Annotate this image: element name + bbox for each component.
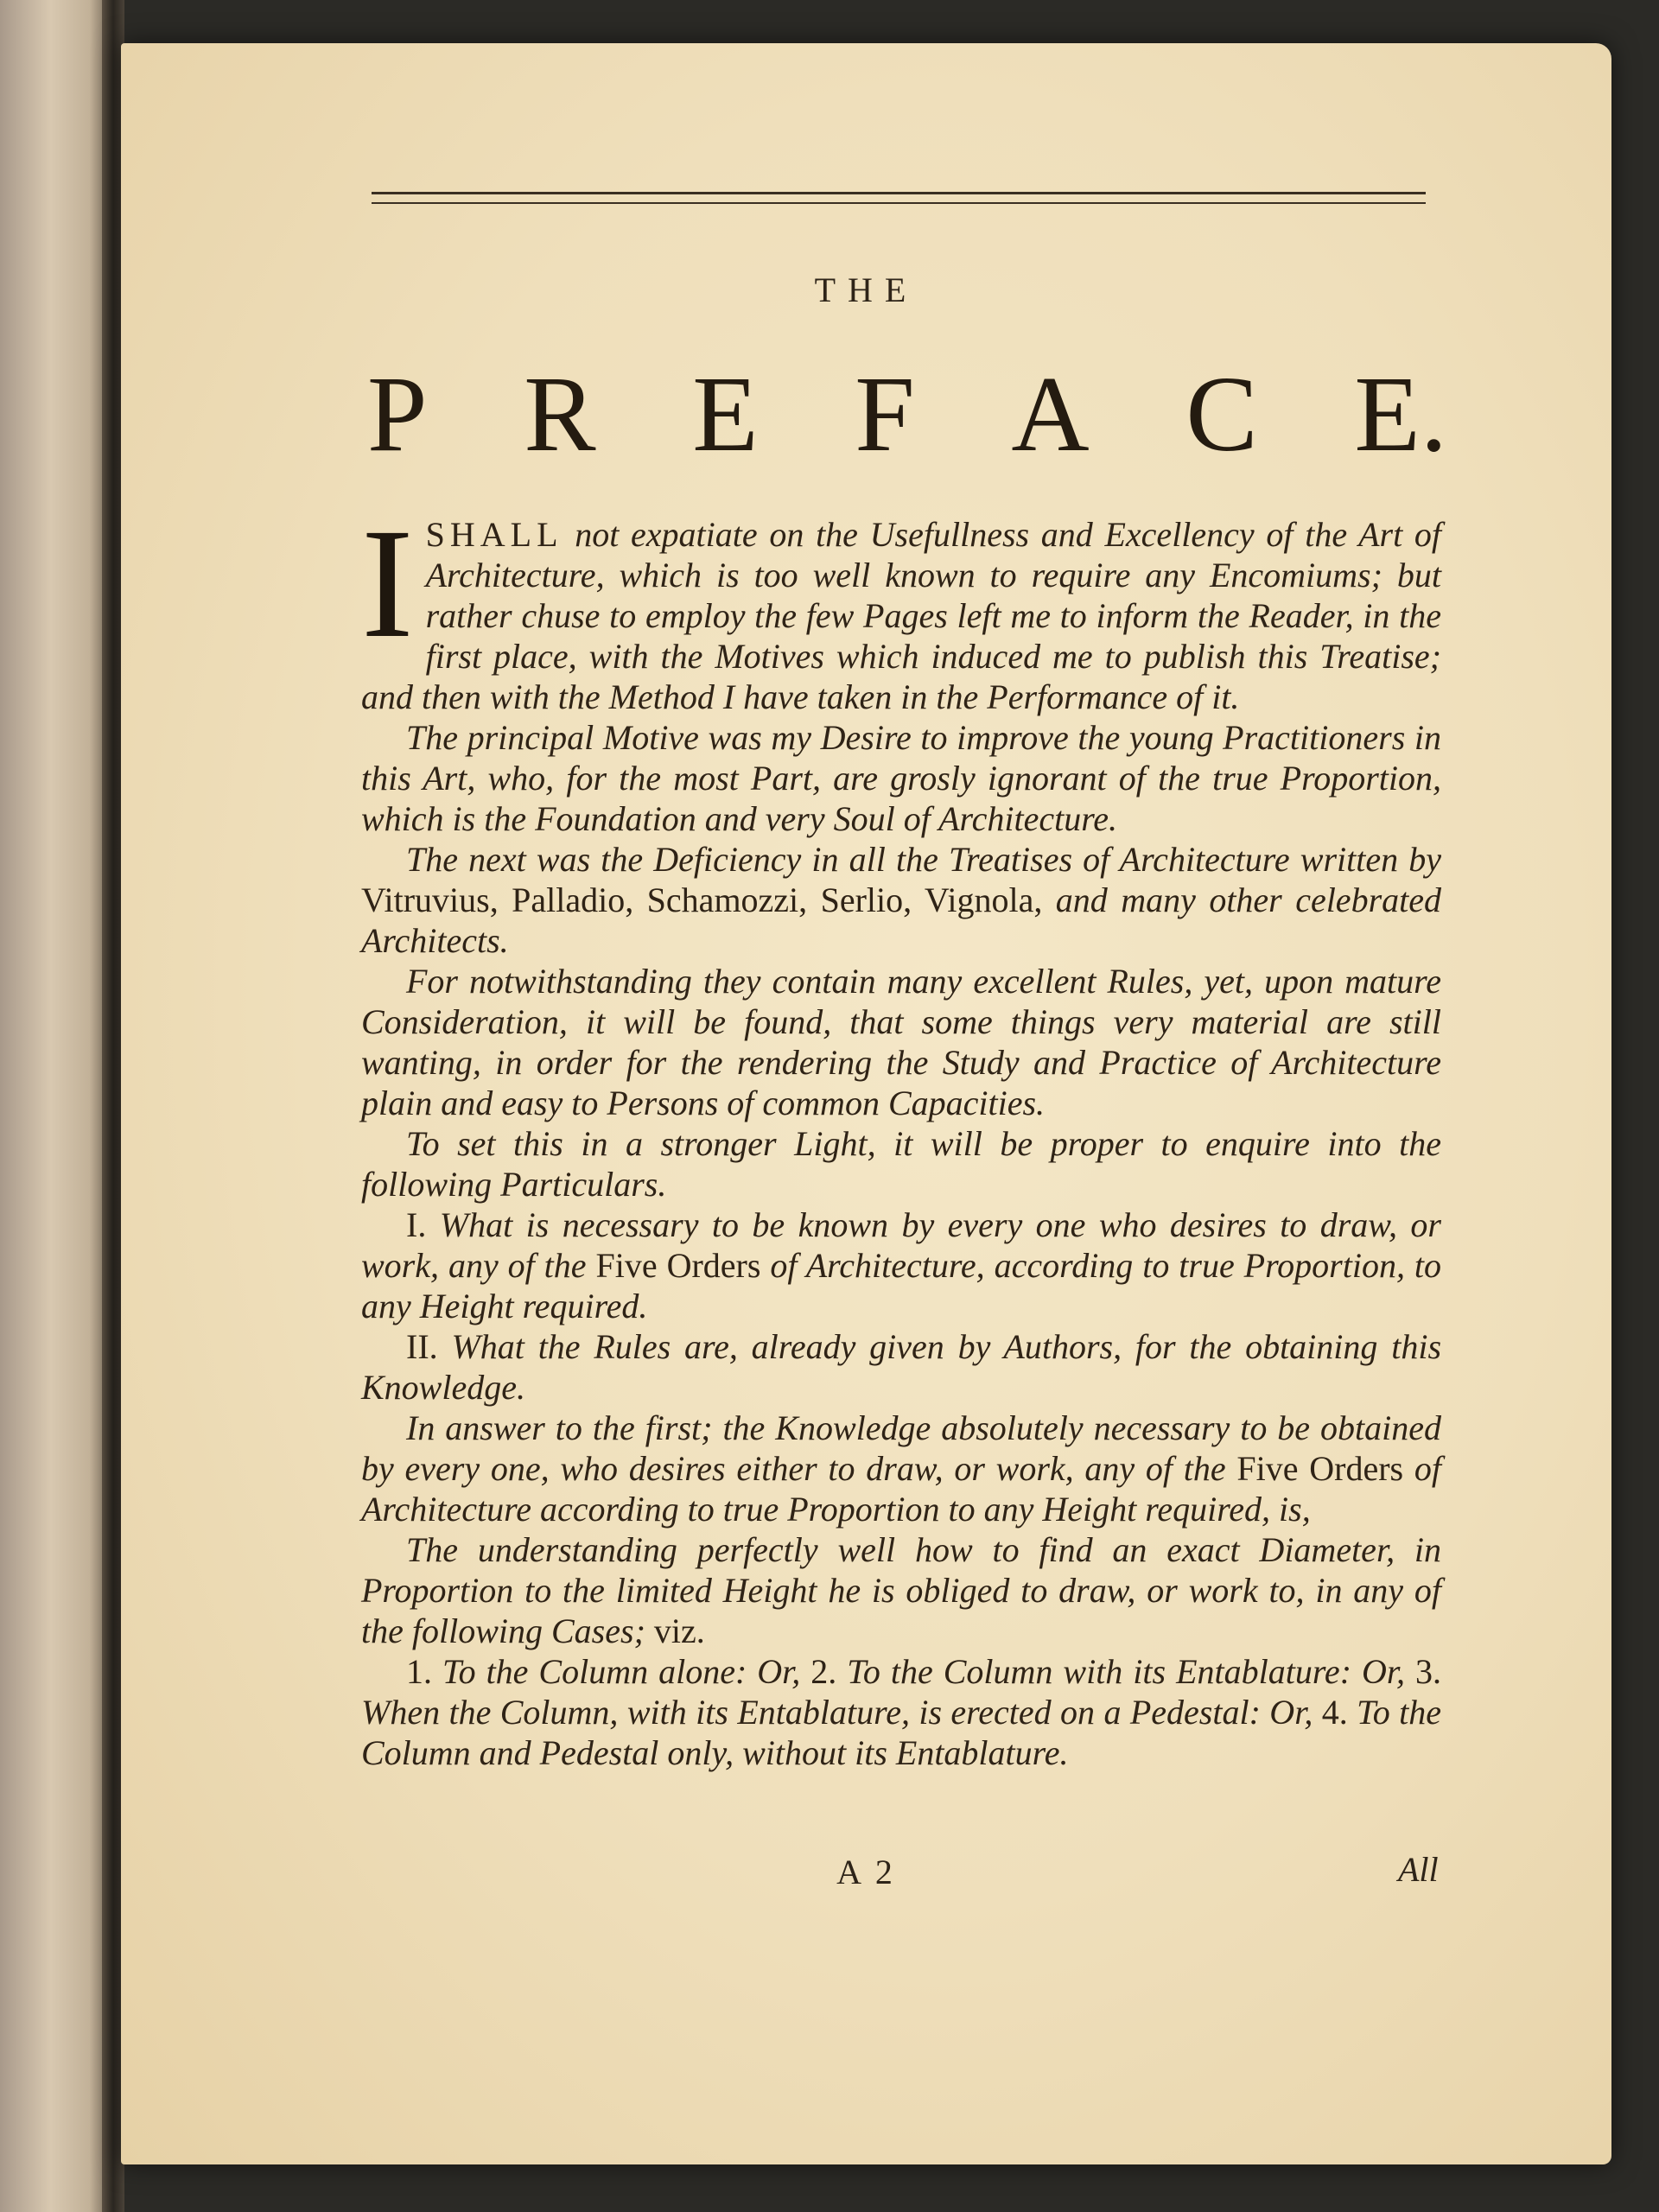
paragraph-9 bbox=[361, 1529, 1441, 1651]
paragraph-text: of Architecture, according to true Proportion, to any Height required. bbox=[361, 1246, 1442, 1325]
paragraph-4: For notwithstanding they contain many excellent Rules, yet, upon mature Consideration, it will be found, that some things very material are still wanting, in order for the rendering the Study and Practice of Architecture plain and easy to Persons of common Capacities. bbox=[361, 962, 1441, 1122]
paragraph-text: The understanding perfectly well how to find an exact Diameter, in Proportion to the limited Height he is obliged to draw, or work to, in any of the following Cases; bbox=[361, 1530, 1441, 1650]
title-letter: C bbox=[1185, 354, 1258, 474]
signature-mark: A 2 bbox=[836, 1853, 896, 1891]
case-text: To the Column alone: Or, bbox=[442, 1652, 801, 1691]
paragraph-10 bbox=[361, 1651, 1441, 1773]
viz: viz. bbox=[653, 1611, 705, 1650]
preface-title bbox=[367, 350, 1447, 480]
paragraph-text: What the Rules are, already given by Authors, for the obtaining this Knowledge. bbox=[361, 1327, 1442, 1407]
title-letter: E. bbox=[1354, 354, 1447, 474]
case-number: 3. bbox=[1415, 1652, 1442, 1691]
title-letter: F bbox=[855, 354, 915, 474]
paragraph-1 bbox=[361, 497, 1442, 717]
body-text bbox=[361, 497, 1442, 1773]
header-rule-thick bbox=[372, 192, 1426, 194]
title-letter: P bbox=[367, 354, 428, 474]
paragraph-5: To set this in a stronger Light, it will be proper to enquire into the following Particulars. bbox=[361, 1124, 1441, 1204]
title-letter: A bbox=[1011, 354, 1090, 474]
case-text: To the Column and Pedestal only, without its Entablature. bbox=[361, 1693, 1441, 1772]
paragraph-text: The next was the Deficiency in all the Treatises of Architecture written by bbox=[406, 840, 1441, 879]
paragraph-3 bbox=[361, 839, 1441, 961]
header-rule-thin bbox=[372, 202, 1426, 204]
paragraph-text: In answer to the first; the Knowledge absolutely necessary to be obtained by every one, who desires either to draw, or work, any of the bbox=[361, 1408, 1441, 1488]
first-word: SHALL bbox=[425, 515, 563, 554]
paragraph-text: and many other celebrated Architects. bbox=[361, 880, 1441, 960]
authors-list: Vitruvius, Palladio, Schamozzi, Serlio, Vignola, bbox=[361, 880, 1043, 919]
paragraph-2: The principal Motive was my Desire to improve the young Practitioners in this Art, who, for the most Part, are grosly ignorant of the true Proportion, which is the Foundation and very Soul of Architecture. bbox=[361, 718, 1441, 838]
paragraph-6 bbox=[361, 1205, 1441, 1326]
the-heading: THE bbox=[814, 270, 918, 309]
case-number: 4. bbox=[1321, 1693, 1348, 1732]
paragraph-7 bbox=[361, 1326, 1441, 1408]
title-letter: R bbox=[524, 354, 596, 474]
case-text: When the Column, with its Entablature, is erected on a Pedestal: Or, bbox=[361, 1693, 1313, 1732]
drop-cap: I bbox=[361, 497, 414, 671]
case-number: 1. bbox=[406, 1652, 432, 1691]
case-text: To the Column with its Entablature: Or, bbox=[847, 1652, 1406, 1691]
paragraph-text: What is necessary to be known by every one who desires to draw, or work, any of the bbox=[361, 1205, 1441, 1285]
book-page bbox=[121, 43, 1611, 2164]
numeral: I. bbox=[406, 1205, 427, 1244]
title-letter: E bbox=[692, 354, 759, 474]
left-page-edge bbox=[0, 0, 112, 2212]
paragraph-8 bbox=[361, 1408, 1441, 1529]
paragraph-text: not expatiate on the Usefullness and Excellency of the Art of Architecture, which is too well known to require any Encomiums; but rather chuse to employ the few Pages left me to inform the Reader, in the first place, with the Motives which induced me to publish this Treatise; and then with the Method I have taken in the Performance of it. bbox=[361, 515, 1442, 716]
case-number: 2. bbox=[810, 1652, 837, 1691]
catchword: All bbox=[1398, 1850, 1439, 1889]
five-orders: Five Orders bbox=[1236, 1449, 1404, 1488]
five-orders: Five Orders bbox=[595, 1246, 761, 1285]
paragraph-text: of Architecture according to true Proportion to any Height required, is, bbox=[361, 1449, 1442, 1529]
numeral: II. bbox=[406, 1327, 438, 1366]
